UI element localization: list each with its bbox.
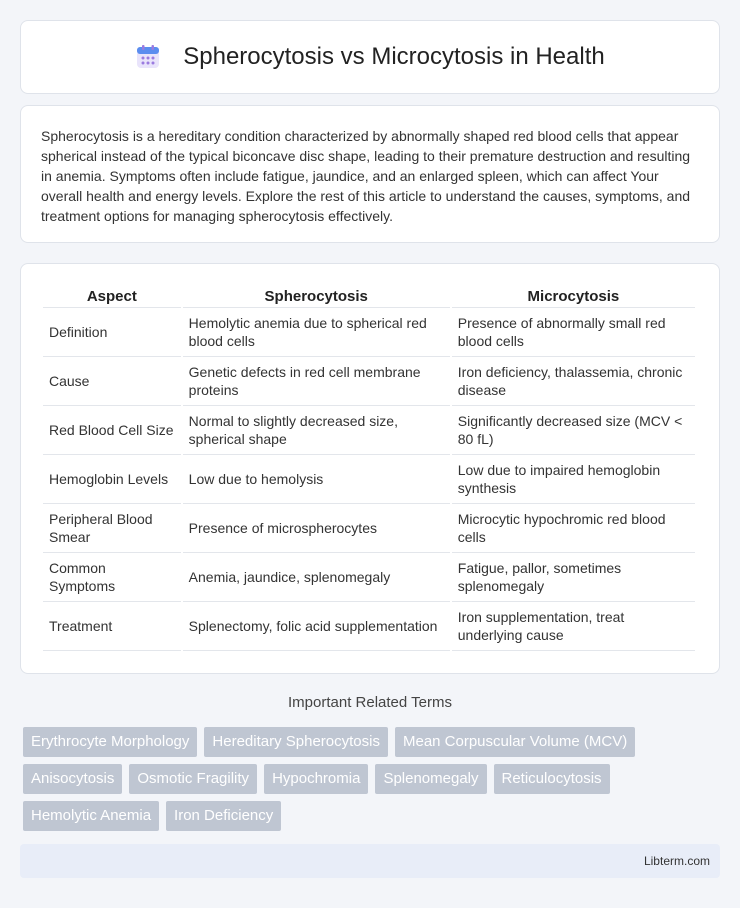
microcytosis-cell: Microcytic hypochromic red blood cells [452, 504, 695, 553]
header-spherocytosis: Spherocytosis [183, 286, 450, 308]
microcytosis-cell: Significantly decreased size (MCV < 80 fL) [452, 406, 695, 455]
spherocytosis-cell: Hemolytic anemia due to spherical red blood cells [183, 308, 450, 357]
table-row [43, 357, 695, 406]
table-row [43, 455, 695, 504]
spherocytosis-cell: Anemia, jaundice, splenomegaly [183, 553, 450, 602]
aspect-cell: Cause [43, 357, 181, 406]
comparison-table [41, 286, 697, 651]
microcytosis-cell: Iron supplementation, treat underlying cause [452, 602, 695, 651]
related-term-tag[interactable]: Hereditary Spherocytosis [204, 727, 388, 757]
table-row [43, 308, 695, 357]
table-row [43, 553, 695, 602]
footer [20, 844, 720, 878]
intro-card [20, 105, 720, 243]
header-card [20, 20, 720, 94]
page-title: Spherocytosis vs Microcytosis in Health [183, 43, 605, 70]
aspect-cell: Definition [43, 308, 181, 357]
table-row [43, 602, 695, 651]
table-header-row [43, 286, 695, 308]
microcytosis-cell: Presence of abnormally small red blood cells [452, 308, 695, 357]
related-term-tag[interactable]: Hypochromia [264, 764, 368, 794]
spherocytosis-cell: Normal to slightly decreased size, spherical shape [183, 406, 450, 455]
related-term-tag[interactable]: Splenomegaly [375, 764, 486, 794]
microcytosis-cell: Low due to impaired hemoglobin synthesis [452, 455, 695, 504]
aspect-cell: Common Symptoms [43, 553, 181, 602]
table-row [43, 504, 695, 553]
related-term-tag[interactable]: Anisocytosis [23, 764, 122, 794]
related-term-tag[interactable]: Hemolytic Anemia [23, 801, 159, 831]
aspect-cell: Hemoglobin Levels [43, 455, 181, 504]
header-aspect: Aspect [43, 286, 181, 308]
related-term-tag[interactable]: Erythrocyte Morphology [23, 727, 197, 757]
comparison-table-card [20, 263, 720, 674]
microcytosis-cell: Iron deficiency, thalassemia, chronic disease [452, 357, 695, 406]
related-terms-list [23, 727, 723, 831]
microcytosis-cell: Fatigue, pallor, sometimes splenomegaly [452, 553, 695, 602]
spherocytosis-cell: Genetic defects in red cell membrane proteins [183, 357, 450, 406]
spherocytosis-cell: Low due to hemolysis [183, 455, 450, 504]
related-term-tag[interactable]: Reticulocytosis [494, 764, 610, 794]
header-microcytosis: Microcytosis [452, 286, 695, 308]
calendar-icon [135, 44, 161, 70]
related-terms-title: Important Related Terms [288, 694, 452, 711]
related-term-tag[interactable]: Osmotic Fragility [129, 764, 257, 794]
spherocytosis-cell: Presence of microspherocytes [183, 504, 450, 553]
intro-text: Spherocytosis is a hereditary condition characterized by abnormally shaped red blood cells that appear spherical instead of the typical biconcave disc shape, leading to their premature destruction and resulting in anemia. Symptoms often include fatigue, jaundice, and an enlarged spleen, which can affect Your overall health and energy levels. Explore the rest of this article to understand the causes, symptoms, and treatment options for managing spherocytosis effectively. [41, 128, 691, 224]
aspect-cell: Red Blood Cell Size [43, 406, 181, 455]
related-term-tag[interactable]: Mean Corpuscular Volume (MCV) [395, 727, 635, 757]
related-term-tag[interactable]: Iron Deficiency [166, 801, 281, 831]
aspect-cell: Peripheral Blood Smear [43, 504, 181, 553]
spherocytosis-cell: Splenectomy, folic acid supplementation [183, 602, 450, 651]
table-row [43, 406, 695, 455]
aspect-cell: Treatment [43, 602, 181, 651]
footer-site-link[interactable]: Libterm.com [643, 854, 710, 868]
